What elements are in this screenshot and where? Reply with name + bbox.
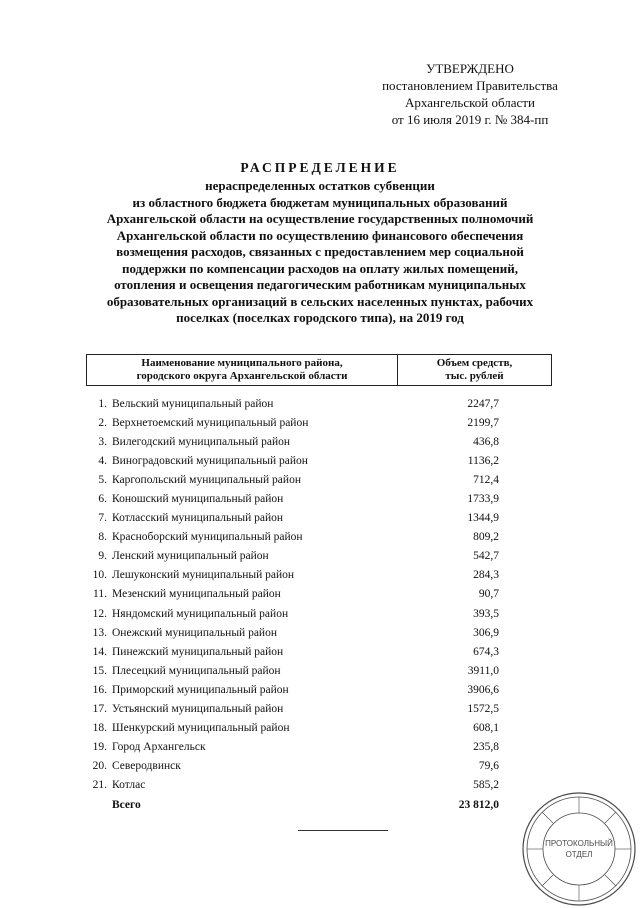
row-amount: 79,6 bbox=[478, 760, 499, 773]
row-number: 9. bbox=[98, 550, 107, 563]
table-row bbox=[86, 547, 552, 566]
row-municipality: Коношский муниципальный район bbox=[112, 493, 284, 506]
table-row bbox=[86, 719, 552, 738]
approval-date-number: от 16 июля 2019 г. № 384-пп bbox=[391, 112, 549, 127]
row-municipality: Вельский муниципальный район bbox=[112, 397, 274, 410]
table-row bbox=[86, 757, 552, 776]
table-row bbox=[86, 432, 552, 451]
row-number: 15. bbox=[92, 664, 107, 677]
row-amount: 1136,2 bbox=[467, 454, 499, 467]
row-amount: 284,3 bbox=[473, 569, 499, 582]
row-municipality: Вилегодский муниципальный район bbox=[112, 435, 291, 448]
official-seal bbox=[520, 790, 638, 908]
row-municipality: Приморский муниципальный район bbox=[112, 683, 289, 696]
row-number: 19. bbox=[92, 741, 107, 754]
row-municipality: Мезенский муниципальный район bbox=[112, 588, 281, 601]
table-row bbox=[86, 738, 552, 757]
table-row bbox=[86, 623, 552, 642]
approval-line: постановлением Правительства bbox=[382, 78, 558, 93]
row-municipality: Каргопольский муниципальный район bbox=[112, 473, 301, 486]
row-number: 20. bbox=[92, 760, 107, 773]
row-number: 4. bbox=[98, 454, 107, 467]
document-title: РАСПРЕДЕЛЕНИЕ bbox=[240, 160, 400, 175]
subtitle-line: образовательных организаций в сельских населенных пунктах, рабочих bbox=[106, 293, 534, 309]
table-row bbox=[86, 776, 552, 795]
row-number: 3. bbox=[98, 435, 107, 448]
row-amount: 2247,7 bbox=[467, 397, 499, 410]
subtitle-line: возмещения расходов, связанных с предоставлением мер социальной bbox=[116, 244, 524, 259]
row-municipality: Пинежский муниципальный район bbox=[112, 645, 284, 658]
row-number: 8. bbox=[98, 531, 107, 544]
row-amount: 1733,9 bbox=[467, 493, 499, 506]
row-number: 21. bbox=[92, 779, 107, 792]
seal-text: ОТДЕЛ bbox=[565, 850, 593, 859]
header-name-column bbox=[87, 355, 398, 385]
table-row bbox=[86, 509, 552, 528]
row-municipality: Онежский муниципальный район bbox=[112, 626, 277, 639]
row-amount: 1572,5 bbox=[467, 703, 499, 716]
row-amount: 436,8 bbox=[473, 435, 499, 448]
row-municipality: Город Архангельск bbox=[112, 741, 206, 754]
header-amount-column bbox=[398, 355, 551, 385]
total-amount: 23 812,0 bbox=[458, 798, 499, 811]
row-number: 18. bbox=[92, 722, 107, 735]
row-amount: 712,4 bbox=[473, 473, 499, 486]
row-municipality: Верхнетоемский муниципальный район bbox=[112, 416, 309, 429]
row-number: 13. bbox=[92, 626, 107, 639]
row-number: 12. bbox=[92, 607, 107, 620]
subtitle-line: нераспределенных остатков субвенции bbox=[205, 178, 435, 193]
row-number: 17. bbox=[92, 703, 107, 716]
row-municipality: Плесецкий муниципальный район bbox=[112, 664, 281, 677]
subtitle-line: поддержки по компенсации расходов на оплату жилых помещений, bbox=[121, 260, 519, 276]
seal-text: ПРОТОКОЛЬНЫЙ bbox=[545, 839, 613, 848]
document-subtitle bbox=[80, 178, 560, 327]
header-amount-line: тыс. рублей bbox=[445, 370, 504, 382]
table-row bbox=[86, 566, 552, 585]
header-amount-line: Объем средств, bbox=[436, 357, 513, 369]
row-number: 5. bbox=[98, 473, 107, 486]
table-row bbox=[86, 680, 552, 699]
table-row bbox=[86, 470, 552, 489]
table-header bbox=[86, 354, 552, 386]
table-row bbox=[86, 451, 552, 470]
table-row bbox=[86, 661, 552, 680]
table-total-row bbox=[86, 795, 552, 814]
table-row bbox=[86, 585, 552, 604]
row-amount: 1344,9 bbox=[467, 512, 499, 525]
row-amount: 809,2 bbox=[473, 531, 499, 544]
row-amount: 542,7 bbox=[473, 550, 499, 563]
approval-stamp-block bbox=[340, 60, 600, 128]
row-municipality: Ленский муниципальный район bbox=[112, 550, 269, 563]
row-amount: 90,7 bbox=[478, 588, 499, 601]
table-row bbox=[86, 642, 552, 661]
subtitle-line: Архангельской области на осуществление государственных полномочий bbox=[106, 211, 534, 226]
row-municipality: Няндомский муниципальный район bbox=[112, 607, 289, 620]
row-amount: 3906,6 bbox=[467, 683, 499, 696]
row-number: 2. bbox=[98, 416, 107, 429]
row-number: 10. bbox=[92, 569, 107, 582]
row-municipality: Шенкурский муниципальный район bbox=[112, 722, 290, 735]
row-amount: 235,8 bbox=[473, 741, 499, 754]
header-name-line: городского округа Архангельской области bbox=[136, 370, 348, 382]
row-number: 14. bbox=[92, 645, 107, 658]
row-amount: 585,2 bbox=[473, 779, 499, 792]
subtitle-line: Архангельской области по осуществлению финансового обеспечения bbox=[116, 227, 524, 243]
table-row bbox=[86, 413, 552, 432]
table-body bbox=[86, 394, 552, 814]
approval-heading: УТВЕРЖДЕНО bbox=[426, 61, 514, 76]
row-amount: 674,3 bbox=[473, 645, 499, 658]
row-amount: 608,1 bbox=[473, 722, 499, 735]
row-municipality: Северодвинск bbox=[112, 760, 181, 773]
row-amount: 393,5 bbox=[473, 607, 499, 620]
approval-line: Архангельской области bbox=[405, 95, 535, 110]
subtitle-line: из областного бюджета бюджетам муниципальных образований bbox=[132, 194, 508, 210]
table-row bbox=[86, 394, 552, 413]
subtitle-line: отопления и освещения педагогическим работникам муниципальных bbox=[114, 277, 526, 292]
table-row bbox=[86, 604, 552, 623]
total-label: Всего bbox=[112, 798, 141, 811]
row-municipality: Котласский муниципальный район bbox=[112, 512, 284, 525]
row-municipality: Лешуконский муниципальный район bbox=[112, 569, 295, 582]
row-number: 16. bbox=[92, 683, 107, 696]
table-row bbox=[86, 489, 552, 508]
row-municipality: Красноборский муниципальный район bbox=[112, 531, 303, 544]
row-amount: 306,9 bbox=[473, 626, 499, 639]
row-number: 7. bbox=[98, 512, 107, 525]
row-municipality: Устьянский муниципальный район bbox=[112, 703, 284, 716]
row-number: 1. bbox=[98, 397, 107, 410]
row-number: 6. bbox=[98, 493, 107, 506]
row-amount: 2199,7 bbox=[467, 416, 499, 429]
subtitle-line: поселках (поселках городского типа), на 2019 год bbox=[176, 310, 464, 325]
table-row bbox=[86, 528, 552, 547]
header-name-line: Наименование муниципального района, bbox=[141, 357, 343, 369]
row-municipality: Котлас bbox=[112, 779, 146, 792]
closing-divider bbox=[298, 830, 388, 831]
table-row bbox=[86, 700, 552, 719]
row-municipality: Виноградовский муниципальный район bbox=[112, 454, 308, 467]
row-amount: 3911,0 bbox=[467, 664, 499, 677]
row-number: 11. bbox=[93, 588, 107, 601]
